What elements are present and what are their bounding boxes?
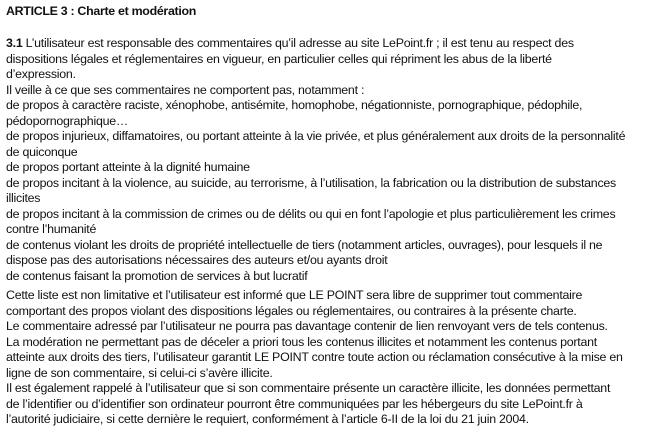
text-line: Cette liste est non limitative et l’utilisateur est informé que LE POINT sera libre de supprimer tout commentaire (6, 288, 583, 302)
list-item: de propos portant atteinte à la dignité humaine (6, 160, 250, 174)
list-item: de propos injurieux, diffamatoires, ou portant atteinte à la vie privée, et plus généralement aux droits de la personnalité (6, 129, 626, 143)
list-item: contre l’humanité (6, 222, 97, 236)
text-line: Il veille à ce que ses commentaires ne comportent pas, notamment : (6, 82, 365, 97)
paragraph-3-1 (6, 36, 625, 284)
article-title: ARTICLE 3 : Charte et modération (6, 4, 197, 18)
list-item: de propos à caractère raciste, xénophobe, antisémite, homophobe, négationniste, pornographique, pédophile, (6, 98, 583, 112)
list-item: pédopornographique… (6, 113, 129, 128)
list-item: de propos incitant à la commission de crimes ou de délits ou qui en font l’apologie et plus particulièrement les crimes (6, 206, 616, 221)
list-item: illicites (6, 191, 41, 205)
paragraph-moderation (6, 288, 623, 428)
text-line: Il est également rappelé à l’utilisateur que si son commentaire présente un caractère illicite, les données permettant (6, 381, 611, 395)
list-item: de contenus faisant la promotion de services à but lucratif (6, 268, 308, 283)
text-line: d’expression. (6, 67, 76, 81)
list-item: dispose pas des autorisations nécessaires des auteurs et/ou ayants droit (6, 253, 388, 267)
text-line: de l’identifier ou d’identifier son ordinateur pourront être communiquées par les hébergeurs du site LePoint.fr à (6, 396, 583, 411)
list-item: de propos incitant à la violence, au suicide, au terrorisme, à l’utilisation, la fabrication ou la distribution de substances (6, 175, 616, 190)
text-line: comportant des propos violant des dispositions légales ou réglementaires, ou contraires à la présente charte. (6, 303, 577, 318)
section-number: 3.1 (6, 36, 23, 50)
text-line: Le commentaire adressé par l’utilisateur ne pourra pas davantage contenir de lien renvoyant vers de tels contenus. (6, 319, 608, 333)
text-line: dispositions légales et réglementaires en vigueur, en particulier celles qui répriment les abus de la liberté (6, 51, 552, 66)
text-line: 3.1 L’utilisateur est responsable des commentaires qu’il adresse au site LePoint.fr ; il est tenu au respect des (6, 36, 574, 50)
list-item: de quiconque (6, 144, 78, 159)
text-line: La modération ne permettant pas de déceler a priori tous les contenus illicites et notamment les contenus portant (6, 334, 597, 349)
list-item: de contenus violant les droits de propriété intellectuelle de tiers (notamment articles, ouvrages), pour lesquels il ne (6, 237, 603, 252)
text-line: atteinte aux droits des tiers, l’utilisateur garantit LE POINT contre toute action ou réclamation consécutive à la mise en (6, 350, 623, 364)
text-line: l’autorité judiciaire, si cette dernière le requiert, conformément à l’article 6-II de la loi du 21 juin 2004. (6, 412, 529, 426)
text-line: ligne de son commentaire, si celui-ci s’avère illicite. (6, 365, 273, 380)
